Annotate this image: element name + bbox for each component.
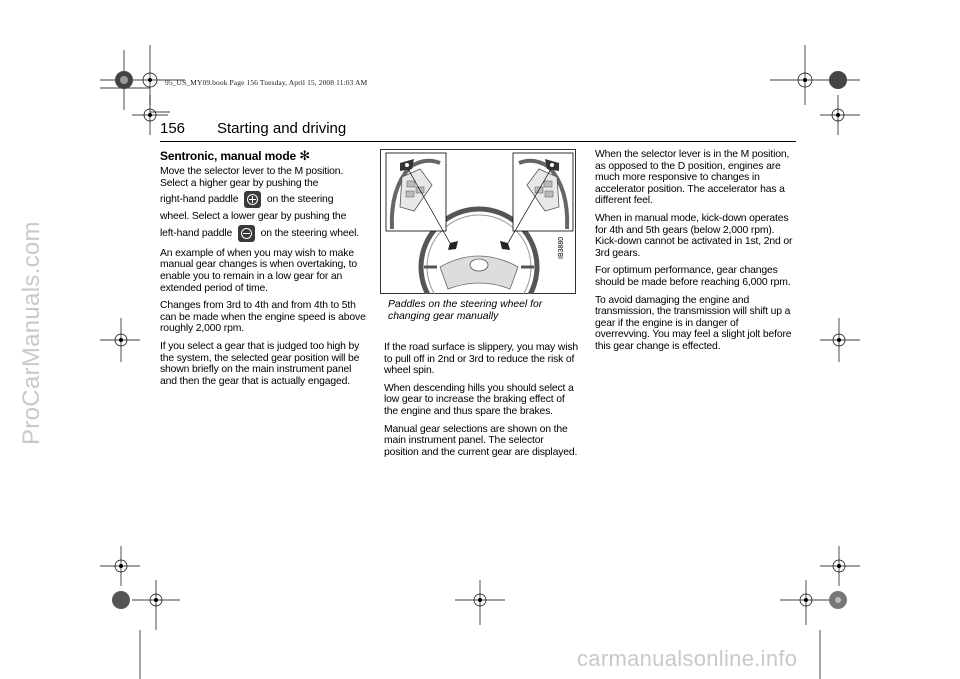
paragraph: For optimum performance, gear changes should be made before reaching 6,000 rpm. — [595, 265, 791, 288]
text-fragment: right-hand paddle — [160, 194, 239, 206]
figure-caption: Paddles on the steering wheel for changing gear manually — [388, 299, 543, 322]
steering-wheel-figure — [380, 149, 576, 294]
paragraph: When in manual mode, kick-down operates for 4th and 5th gears (below 2,000 rpm). Kick-down cannot be activated in 1st, 2nd or 3rd gears. — [595, 212, 793, 259]
page-number: 156 — [160, 120, 186, 137]
paragraph: If you select a gear that is judged too high by the system, the selected gear position will be shown briefly on the main instrument panel and then the gear that is actually engaged. — [160, 340, 360, 387]
book-header: 95_US_MY09.book Page 156 Tuesday, April 15, 2008 11:03 AM — [165, 78, 368, 87]
paragraph: An example of when you may wish to make manual gear changes is when overtaking, to enable you to remain in a low gear for an extended period of time. — [160, 247, 358, 294]
section-heading — [160, 149, 370, 163]
header-rule — [160, 141, 796, 142]
paragraph-text: Move the selector lever to the M position. Select a higher gear by pushing the — [160, 166, 344, 189]
text-line — [160, 189, 370, 211]
optional-equipment-mark: ✻ — [299, 148, 310, 163]
paragraph: If the road surface is slippery, you may wish to pull off in 2nd or 3rd to reduce the risk of wheel spin. — [384, 342, 579, 377]
figure-code: IB3880 — [558, 236, 565, 259]
plus-paddle-icon — [244, 191, 261, 208]
text-fragment: on the steering wheel. — [260, 227, 360, 239]
text-line — [160, 223, 370, 245]
column-1 — [160, 149, 370, 393]
text-fragment: on the steering — [266, 194, 334, 206]
bottom-watermark: carmanualsonline.info — [577, 646, 798, 671]
column-2 — [384, 342, 579, 464]
paragraph: When descending hills you should select a low gear to increase the braking effect of the engine and thus spare the brakes. — [384, 382, 574, 417]
paragraph: Manual gear selections are shown on the main instrument panel. The selector position and the current gear are displayed. — [384, 423, 578, 458]
column-3 — [595, 149, 795, 359]
side-watermark: ProCarManuals.com — [18, 221, 45, 445]
paragraph: To avoid damaging the engine and transmission, the transmission will shift up a gear if the engine is in danger of overrevving. You may feel a slight jolt before this gear change is effected. — [595, 294, 792, 352]
section-title: Starting and driving — [217, 120, 347, 137]
paragraph: When the selector lever is in the M position, as opposed to the D position, engines are much more responsive to changes in accelerator position. The accelerator has a different feel. — [595, 149, 790, 207]
paragraph-text: wheel. Select a lower gear by pushing the — [160, 211, 347, 223]
heading-text: Sentronic, manual mode — [160, 149, 297, 163]
minus-paddle-icon — [238, 225, 255, 242]
text-fragment: left-hand paddle — [160, 227, 233, 239]
steering-wheel-illustration — [380, 149, 576, 294]
paragraph: Changes from 3rd to 4th and from 4th to 5th can be made when the engine speed is above roughly 2,000 rpm. — [160, 300, 366, 335]
